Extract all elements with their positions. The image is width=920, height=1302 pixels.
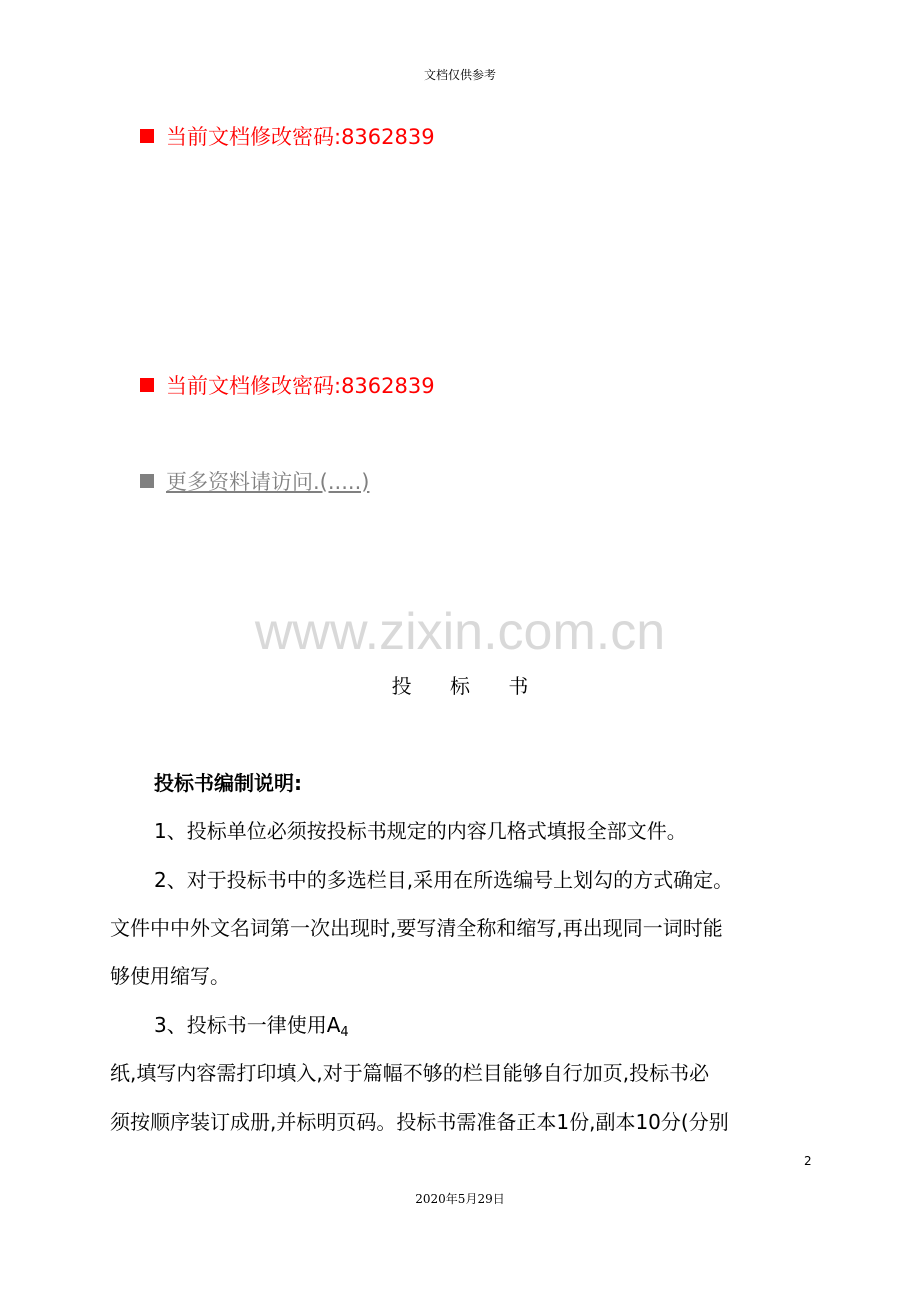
password-text: 当前文档修改密码:8362839 [166,125,435,149]
page-number: 2 [804,1154,812,1168]
more-info-link[interactable]: 更多资料请访问.(.....) [166,470,370,494]
section-heading: 投标书编制说明: [154,771,302,795]
more-info-line [140,466,369,496]
password-line [140,370,435,400]
password-line [140,121,435,151]
item3-text: 3、投标书一律使用A [154,1013,341,1037]
paragraph-line: 够使用缩写。 [110,964,230,988]
item3-subscript: 4 [340,1025,349,1040]
paragraph-line: 纸,填写内容需打印填入,对于篇幅不够的栏目能够自行加页,投标书必 [110,1061,710,1085]
password-text: 当前文档修改密码:8362839 [166,374,435,398]
red-square-bullet-icon [140,378,154,392]
document-title: 投 标 书 [391,674,545,698]
paragraph-line: 1、投标单位必须按投标书规定的内容几格式填报全部文件。 [154,819,687,843]
paragraph-line: 须按顺序装订成册,并标明页码。投标书需准备正本1份,副本10分(分别 [110,1110,729,1134]
red-square-bullet-icon [140,129,154,143]
paragraph-line: 文件中中外文名词第一次出现时,要写清全称和缩写,再出现同一词时能 [110,916,723,940]
watermark: www.zixin.com.cn [254,603,666,661]
page-header: 文档仅供参考 [423,68,496,82]
page-footer-date: 2020年5月29日 [415,1192,505,1206]
gray-square-bullet-icon [140,474,154,488]
paragraph-line: 2、对于投标书中的多选栏目,采用在所选编号上划勾的方式确定。 [154,868,734,892]
paragraph-line [154,1009,349,1040]
